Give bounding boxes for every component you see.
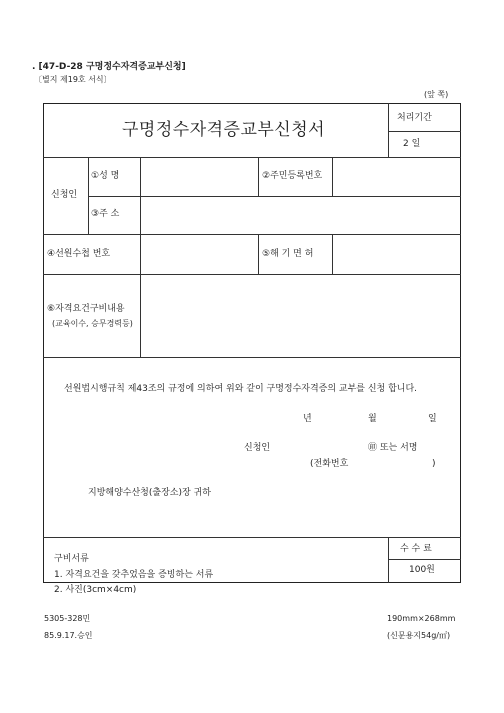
date-month: 월 [368, 414, 377, 424]
signer-label: 신청인 [244, 443, 271, 453]
footer-approval-date: 85.9.17.승인 [44, 631, 93, 640]
license-label: ⑤해 기 면 허 [262, 249, 314, 259]
qualification-sublabel: (교육이수, 승무경력등) [52, 319, 133, 328]
rrn-label: ②주민등록번호 [262, 171, 323, 181]
form-title: 구명정수자격증교부신청서 [122, 120, 326, 140]
fee-value: 100원 [409, 565, 435, 575]
form-reference: 〔별지 제19호 서식〕 [34, 75, 112, 84]
license-field[interactable] [333, 235, 460, 273]
divider [388, 537, 389, 583]
address-field[interactable] [141, 197, 460, 233]
name-field[interactable] [141, 158, 257, 195]
divider [388, 131, 461, 132]
required-docs-title: 구비서류 [54, 554, 89, 564]
qualification-label: ⑥자격요건구비내용 [47, 304, 125, 314]
divider [258, 157, 259, 196]
seal-or-signature: ㊞ 또는 서명 [368, 443, 418, 453]
page-side-label: (앞 쪽) [424, 90, 449, 99]
addressee: 지방해양수산청(출장소)장 귀하 [88, 488, 211, 498]
seaman-book-field[interactable] [141, 235, 257, 273]
address-label: ③주 소 [91, 209, 120, 219]
divider [258, 234, 259, 274]
divider [43, 357, 461, 358]
footer-approval-code: 5305-328민 [44, 614, 91, 623]
processing-period-label: 처리기간 [397, 113, 432, 123]
required-doc-2: 2. 사진(3cm×4cm) [54, 585, 137, 595]
application-statement: 선원법시행규칙 제43조의 규정에 의하여 위와 같이 구명정수자격증의 교부를 신청 합니다. [64, 384, 418, 394]
qualification-field[interactable] [141, 275, 460, 356]
rrn-field[interactable] [333, 158, 460, 195]
form-code: . [47-D-28 구명정수자격증교부신청] [32, 62, 186, 72]
footer-paper-type: (신문용지54g/㎡) [387, 631, 451, 640]
footer-paper-size: 190mm×268mm [387, 614, 456, 623]
divider [388, 559, 461, 560]
date-day: 일 [428, 414, 437, 424]
required-doc-1: 1. 자격요건을 갖추었음을 증빙하는 서류 [54, 570, 214, 580]
divider [88, 157, 89, 234]
divider [43, 537, 461, 538]
seaman-book-label: ④선원수첩 번호 [47, 249, 111, 259]
divider [388, 103, 389, 157]
phone-label: (전화번호 [310, 459, 349, 469]
phone-close: ) [432, 459, 436, 469]
processing-period-value: 2 일 [403, 139, 421, 149]
date-year: 년 [303, 414, 312, 424]
name-label: ①성 명 [91, 171, 120, 181]
fee-label: 수 수 료 [400, 544, 432, 554]
applicant-label: 신청인 [51, 190, 78, 200]
